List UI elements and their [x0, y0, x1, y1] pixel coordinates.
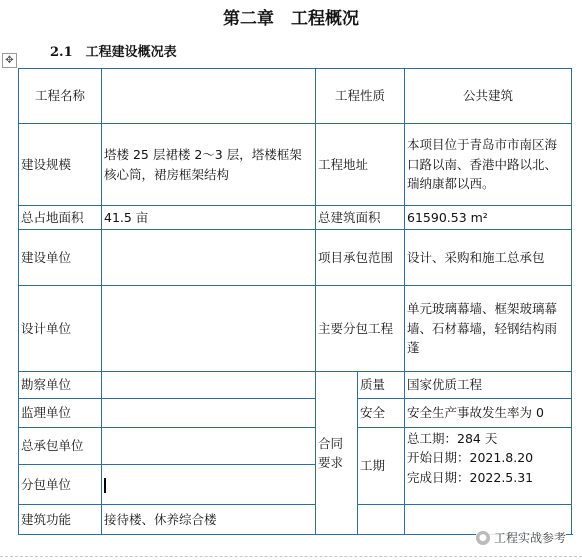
duration-label: 工期: [358, 428, 405, 505]
scale-label: 建设规模: [19, 124, 102, 206]
scale-value[interactable]: 塔楼 25 层裙楼 2～3 层，塔楼框架核心筒，裙房框架结构: [102, 124, 316, 206]
safety-value[interactable]: 安全生产事故发生率为 0: [405, 399, 572, 428]
supervision-value[interactable]: [102, 399, 316, 428]
duration-start: 开始日期：2021.8.20: [407, 450, 534, 466]
address-value[interactable]: 本项目位于青岛市市南区海口路以南、香港中路以北、瑞纳康都以西。: [405, 124, 572, 206]
duration-total: 总工期：284 天: [407, 431, 498, 446]
floor-area-value[interactable]: 61590.53 m²: [405, 206, 572, 230]
table-row: [19, 372, 572, 399]
table-row: [19, 399, 572, 428]
chapter-title: 第二章 工程概况: [223, 9, 359, 29]
supervision-label: 监理单位: [19, 399, 102, 428]
project-name-value[interactable]: [102, 69, 316, 124]
project-nature-label: 工程性质: [316, 69, 405, 124]
sub-unit-value[interactable]: [102, 465, 316, 505]
quality-value[interactable]: 国家优质工程: [405, 372, 572, 399]
floor-area-label: 总建筑面积: [316, 206, 405, 230]
page-divider: [0, 556, 582, 557]
contract-scope-value[interactable]: 设计、采购和施工总承包: [405, 230, 572, 286]
table-row: [19, 124, 572, 206]
project-nature-value[interactable]: 公共建筑: [405, 69, 572, 124]
address-label: 工程地址: [316, 124, 405, 206]
site-area-label: 总占地面积: [19, 206, 102, 230]
table-row: [19, 230, 572, 286]
survey-label: 勘察单位: [19, 372, 102, 399]
function-value[interactable]: 接待楼、休养综合楼: [102, 505, 316, 535]
project-overview-table: [18, 68, 572, 535]
contract-scope-label: 项目承包范围: [316, 230, 405, 286]
duration-value[interactable]: [405, 428, 572, 505]
wechat-icon: ●: [476, 531, 490, 545]
designer-value[interactable]: [102, 286, 316, 372]
site-area-value[interactable]: 41.5 亩: [102, 206, 316, 230]
builder-value[interactable]: [102, 230, 316, 286]
text-cursor: [104, 478, 106, 493]
general-contractor-value[interactable]: [102, 428, 316, 465]
table-row: [19, 428, 572, 465]
general-contractor-label: 总承包单位: [19, 428, 102, 465]
move-cross-icon[interactable]: ✥: [2, 53, 17, 68]
function-label: 建筑功能: [19, 505, 102, 535]
subcontract-label: 主要分包工程: [316, 286, 405, 372]
subcontract-value[interactable]: 单元玻璃幕墙、框架玻璃幕墙、石材幕墙，轻钢结构雨蓬: [405, 286, 572, 372]
builder-label: 建设单位: [19, 230, 102, 286]
safety-label: 安全: [358, 399, 405, 428]
sub-unit-label: 分包单位: [19, 465, 102, 505]
section-title: 2.1 工程建设概况表: [50, 45, 177, 60]
quality-label: 质量: [358, 372, 405, 399]
survey-value[interactable]: [102, 372, 316, 399]
watermark-text: 工程实战参考: [493, 531, 566, 545]
project-name-label: 工程名称: [19, 69, 102, 124]
watermark: [476, 529, 566, 546]
duration-end: 完成日期：2022.5.31: [407, 469, 534, 485]
table-row: [19, 286, 572, 372]
function-spacer: [358, 505, 405, 535]
table-row: [19, 69, 572, 124]
contract-req-label: 合同要求: [316, 372, 358, 535]
table-row: [19, 206, 572, 230]
designer-label: 设计单位: [19, 286, 102, 372]
